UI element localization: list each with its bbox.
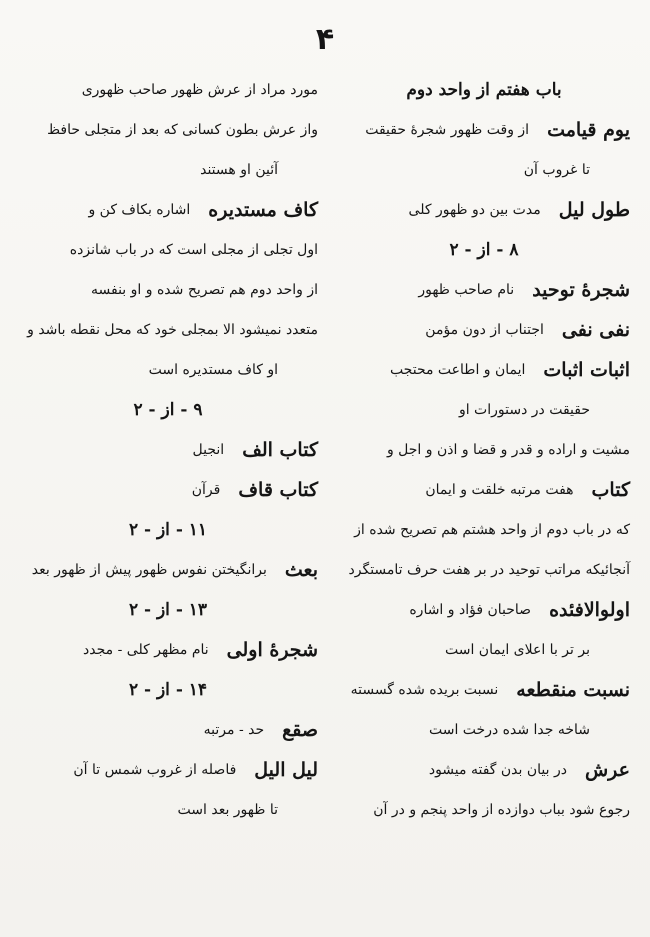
entry-definition: نسبت بریده شده گسسته — [350, 682, 499, 698]
line-text: آئین او هستند — [200, 162, 278, 178]
entry-term: کتاب — [591, 479, 630, 501]
section-heading — [18, 510, 318, 550]
text-line — [18, 110, 318, 150]
line-text: مورد مراد از عرش ظهور صاحب ظهوری — [81, 82, 318, 98]
text-line — [338, 790, 630, 830]
continuation-line — [338, 150, 630, 190]
section-heading — [18, 670, 318, 710]
entry-term: نسبت منقطعه — [516, 679, 630, 701]
text-line — [18, 270, 318, 310]
entry-term: یوم قیامت — [547, 119, 630, 141]
line-text: آنجائیکه مراتب توحید در بر هفت حرف تامستگرد — [348, 562, 630, 578]
entry-definition: نام صاحب ظهور — [418, 282, 515, 298]
text-line — [18, 230, 318, 270]
chapter-heading-text: باب هفتم از واحد دوم — [406, 80, 562, 100]
glossary-entry — [18, 750, 318, 790]
line-text: واز عرش بطون کسانی که بعد از متجلی حافظ — [47, 122, 318, 138]
right-column — [338, 70, 630, 830]
section-heading-text: ۸ - از - ۲ — [449, 240, 519, 260]
line-text: حقیقت در دستورات او — [458, 402, 590, 418]
entry-definition: حد - مرتبه — [203, 722, 265, 738]
entry-term: صقع — [282, 719, 318, 741]
line-text: از واحد دوم هم تصریح شده و او بنفسه — [91, 282, 318, 298]
glossary-entry — [18, 630, 318, 670]
text-line — [18, 70, 318, 110]
glossary-entry — [338, 750, 630, 790]
entry-definition: مدت بین دو ظهور کلی — [408, 202, 541, 218]
glossary-entry — [338, 190, 630, 230]
section-heading — [338, 230, 630, 270]
entry-definition: نام مظهر کلی - مجدد — [83, 642, 209, 658]
entry-definition: قرآن — [191, 482, 221, 498]
entry-term: اولوالافئده — [549, 599, 630, 621]
entry-definition: فاصله از غروب شمس تا آن — [73, 762, 237, 778]
section-heading-text: ۱۴ - از - ۲ — [128, 680, 208, 700]
continuation-line — [338, 390, 630, 430]
entry-term: شجرهٔ اولی — [226, 639, 318, 661]
glossary-entry — [18, 710, 318, 750]
entry-definition: از وقت ظهور شجرهٔ حقیقت — [365, 122, 530, 138]
continuation-line — [18, 150, 318, 190]
glossary-entry — [338, 670, 630, 710]
glossary-entry — [338, 110, 630, 150]
line-text: اول تجلی از مجلی است که در باب شانزده — [69, 242, 318, 258]
entry-definition: صاحبان فؤاد و اشاره — [409, 602, 532, 618]
glossary-entry — [18, 550, 318, 590]
entry-term: طول لیل — [558, 199, 630, 221]
continuation-line — [18, 350, 318, 390]
left-column — [18, 70, 318, 830]
line-text: او کاف مستدیره است — [148, 362, 278, 378]
line-text: تا ظهور بعد است — [177, 802, 278, 818]
continuation-line — [18, 790, 318, 830]
entry-term: شجرهٔ توحید — [532, 279, 630, 301]
entry-definition: در بیان بدن گفته میشود — [428, 762, 567, 778]
entry-term: نفی نفی — [561, 319, 630, 341]
glossary-entry — [18, 470, 318, 510]
entry-definition: اجتناب از دون مؤمن — [425, 322, 544, 338]
line-text: شاخه جدا شده درخت است — [428, 722, 590, 738]
page-number: ۴ — [315, 22, 335, 57]
continuation-line — [338, 630, 630, 670]
line-text: رجوع شود بباب دوازده از واحد پنجم و در آن — [373, 802, 630, 818]
entry-term: اثبات اثبات — [543, 359, 630, 381]
entry-definition: ایمان و اطاعت محتجب — [389, 362, 526, 378]
glossary-entry — [338, 270, 630, 310]
glossary-entry — [338, 310, 630, 350]
entry-term: کتاب قاف — [238, 479, 318, 501]
glossary-entry — [18, 190, 318, 230]
line-text: تا غروب آن — [523, 162, 590, 178]
section-heading-text: ۱۳ - از - ۲ — [128, 600, 208, 620]
entry-term: بعث — [284, 559, 318, 581]
entry-definition: اشاره بکاف کن و — [88, 202, 191, 218]
section-heading — [18, 590, 318, 630]
chapter-heading — [338, 70, 630, 110]
glossary-entry — [338, 350, 630, 390]
entry-definition: برانگیختن نفوس ظهور پیش از ظهور بعد — [31, 562, 267, 578]
section-heading-text: ۱۱ - از - ۲ — [128, 520, 208, 540]
text-line — [18, 310, 318, 350]
line-text: که در باب دوم از واحد هشتم هم تصریح شده از — [354, 522, 630, 538]
glossary-entry — [338, 470, 630, 510]
text-line — [338, 510, 630, 550]
entry-definition: هفت مرتبه خلقت و ایمان — [425, 482, 574, 498]
entry-term: کتاب الف — [242, 439, 318, 461]
continuation-line — [338, 710, 630, 750]
glossary-entry — [18, 430, 318, 470]
line-text: متعدد نمیشود الا بمجلی خود که محل نقطه باشد و — [27, 322, 318, 338]
section-heading-text: ۹ - از - ۲ — [133, 400, 203, 420]
line-text: بر تر با اعلای ایمان است — [444, 642, 590, 658]
entry-definition: انجیل — [192, 442, 225, 458]
entry-term: لیل الیل — [254, 759, 318, 781]
section-heading — [18, 390, 318, 430]
text-line — [338, 550, 630, 590]
entry-term: عرش — [584, 759, 630, 781]
entry-term: کاف مستدیره — [208, 199, 318, 221]
line-text: مشیت و اراده و قدر و قضا و اذن و اجل و — [386, 442, 630, 458]
text-line — [338, 430, 630, 470]
glossary-entry — [338, 590, 630, 630]
